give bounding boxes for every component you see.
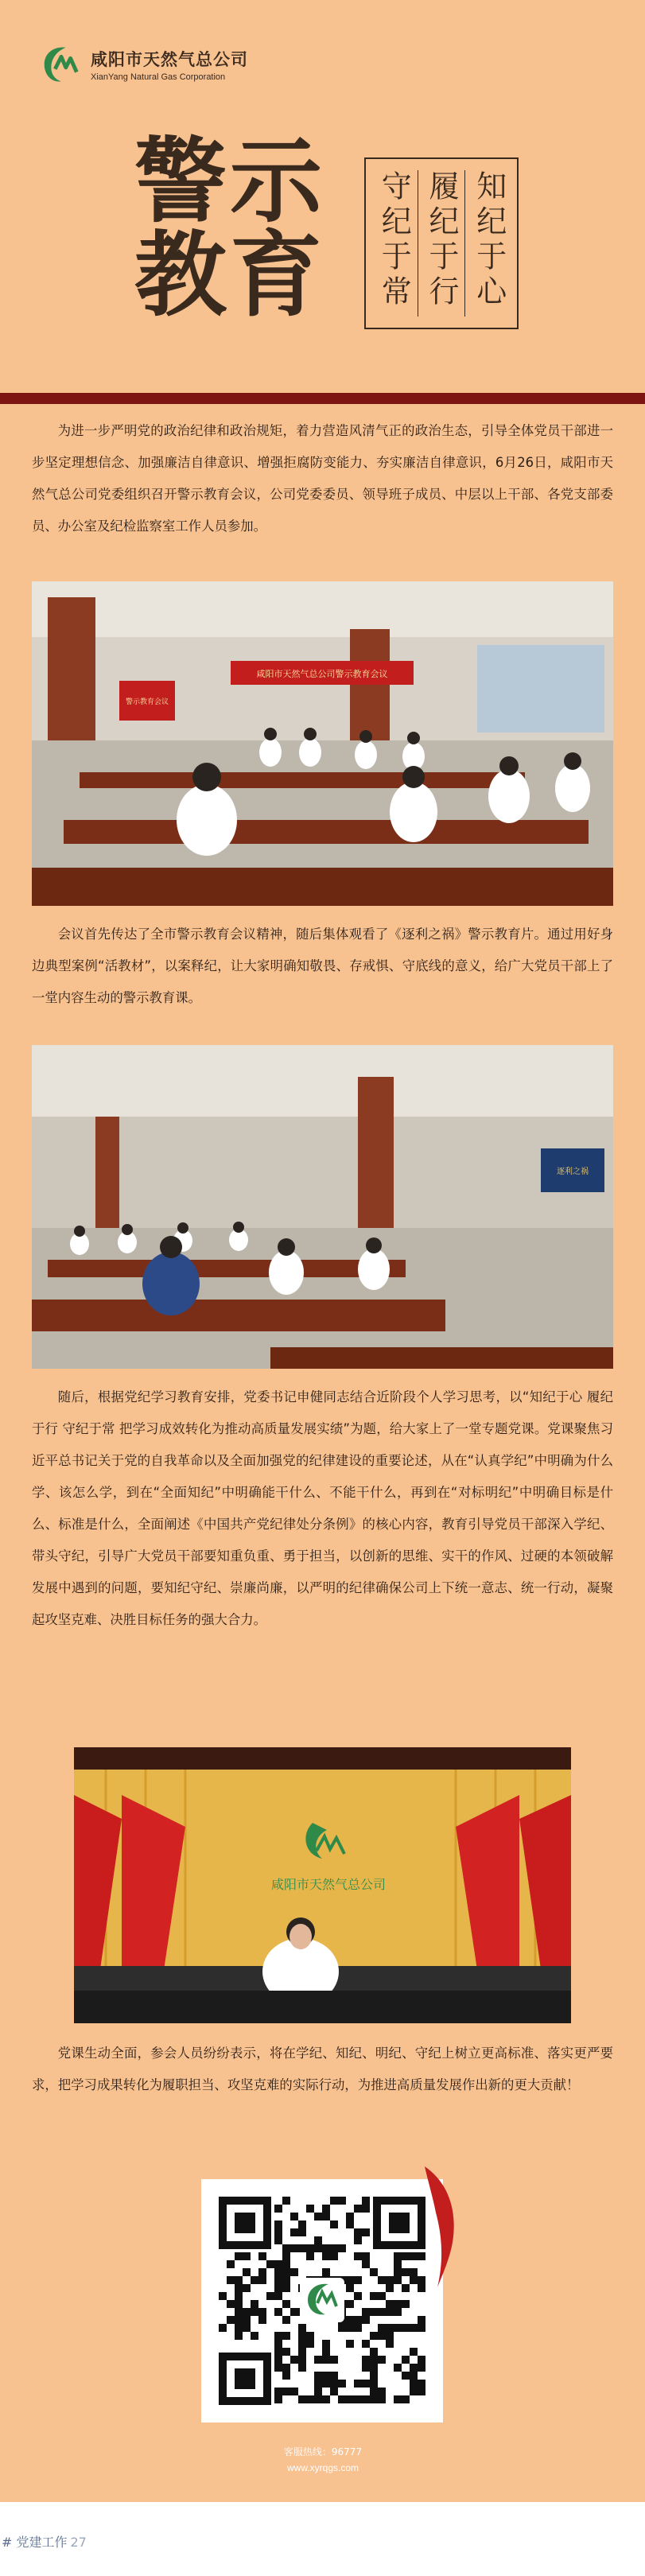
page-title-line2: 教育 [134,222,325,329]
header-divider-band [0,393,645,404]
intro-paragraph: 为进一步严明党的政治纪律和政治规矩，着力营造风清气正的政治生态，引导全体党员干部进一步坚定理想信念、加强廉洁自律意识、增强拒腐防变能力、夯实廉洁自律意识，6月26日，咸阳市天然气总公司党委组织召开警示教育会议，公司党委委员、领导班子成员、中层以上干部、各党支部委员、办公室及纪检监察室工作人员参加。 [32,423,613,534]
video-paragraph: 会议首先传达了全市警示教育会议精神，随后集体观看了《逐利之祸》警示教育片。通过用好身边典型案例“活教材”，以案释纪，让大家明确知敬畏、存戒惧、守底线的意义，给广大党员干部上了一堂内容生动的警示教育课。 [32,927,613,1005]
topic-tag[interactable] [2,2532,87,2551]
backdrop-logo-text: 咸阳市天然气总公司 [270,1877,387,1892]
qr-code [201,2179,443,2423]
topic-tag-count: 27 [70,2535,87,2550]
meeting-screen-text: 警示教育会议 [125,698,169,706]
motto-practice: 履纪于行 [423,170,459,310]
company-name-en: XianYang Natural Gas Corporation [91,72,226,82]
motto-box [364,157,519,329]
page-title-line1: 警示 [134,128,325,235]
speaker-photo [74,1747,571,2023]
meeting-hall-photo [32,581,613,906]
footer-bar [0,2502,645,2576]
qr-finder-bottom-left [219,2353,271,2405]
page-title [130,128,329,329]
company-name-cn: 咸阳市天然气总公司 [91,50,248,69]
qr-finder-top-left [219,2197,271,2249]
motto-keep: 守纪于常 [376,170,412,310]
customer-hotline: 客服热线：96777 [283,2446,363,2457]
video-session-photo [32,1045,613,1369]
motto-know: 知纪于心 [471,170,507,310]
topic-tag-label: # 党建工作 [2,2535,68,2550]
decorative-ribbon [422,2165,458,2289]
qr-finder-top-right [373,2197,425,2249]
meeting-banner-text: 咸阳市天然气总公司警示教育会议 [256,669,388,679]
closing-paragraph: 党课生动全面，参会人员纷纷表示，将在学纪、知纪、明纪、守纪上树立更高标准、落实更严要求，把学习成果转化为履职担当、攻坚克难的实际行动，为推进高质量发展作出新的更大贡献！ [32,2046,613,2092]
party-lesson-paragraph: 随后，根据党纪学习教育安排，党委书记申健同志结合近阶段个人学习思考，以“知纪于心 履纪于行 守纪于常 把学习成效转化为推动高质量发展实绩”为题，给大家上了一堂专题党课。党课聚焦习近平总书记关于党的自我革命以及全面加强党的纪律建设的重要论述，从在“认真学纪”中明确为什么学、该怎么学，到在“全面知纪”中明确能干什么、不能干什么，再到在“对标明纪”中明确目标是什么、标准是什么，全面阐述《中国共产党纪律处分条例》的核心内容，教育引导党员干部深入学纪、带头守纪，引导广大党员干部要知重负重、勇于担当，以创新的思维、实干的作风、过硬的本领破解发展中遇到的问题，要知纪守纪、崇廉尚廉，以严明的纪律确保公司上下统一意志、统一行动，凝聚起攻坚克难、决胜目标任务的强大合力。 [32,1389,613,1627]
company-logo [38,37,248,92]
company-logo-icon [38,41,84,87]
company-website: www.xyrqgs.com [286,2462,359,2473]
video-screen-text: 逐利之祸 [557,1168,589,1176]
